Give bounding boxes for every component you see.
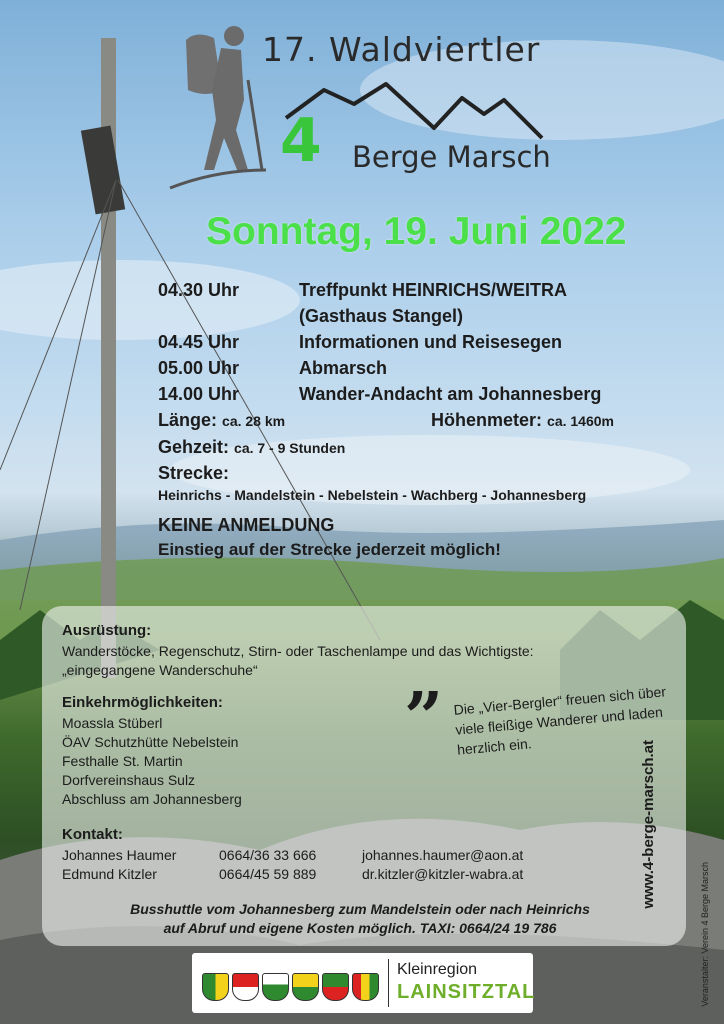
schedule-time: 04.30 Uhr: [158, 279, 240, 300]
bus-line-1: Busshuttle vom Johannesberg zum Mandelstein oder nach Heinrichs: [130, 901, 590, 917]
table-row: [62, 846, 622, 865]
schedule-time: 14.00 Uhr: [158, 383, 240, 404]
schedule-row: [158, 355, 601, 381]
equipment-label: Ausrüstung:: [62, 622, 152, 639]
hiker-logo-icon: [166, 20, 276, 200]
equipment-line-2: „eingegangene Wanderschuhe“: [62, 662, 258, 678]
schedule-text: Abmarsch: [299, 357, 388, 378]
crest-icon: [322, 973, 349, 1001]
title-line-1: 17. Waldviertler: [262, 30, 541, 69]
contact-label: Kontakt:: [62, 826, 123, 843]
route-label: Strecke:: [158, 463, 230, 483]
event-date: Sonntag, 19. Juni 2022: [206, 210, 627, 253]
length-info: [158, 410, 285, 431]
crest-icon: [202, 973, 229, 1001]
title-line-2: Berge Marsch: [352, 140, 551, 174]
schedule-text: (Gasthaus Stangel): [299, 305, 464, 326]
duration-info: [158, 437, 345, 458]
table-row: [62, 865, 622, 884]
region-logo-line-2: LAINSITZTAL: [397, 981, 536, 1003]
schedule-row: [158, 303, 601, 329]
website-url: www.4-berge-marsch.at: [640, 740, 657, 909]
schedule-text: Informationen und Reisesegen: [299, 331, 563, 352]
quote-text: Die „Vier-Bergler“ freuen sich über viele fleißige Wanderer und laden herzlich ein.: [452, 683, 667, 758]
equipment-line-1: Wanderstöcke, Regenschutz, Stirn- oder Taschenlampe und das Wichtigste:: [62, 643, 534, 659]
schedule-time: 04.45 Uhr: [158, 331, 240, 352]
crest-icon: [352, 973, 379, 1001]
schedule-row: [158, 277, 601, 303]
logo-divider: [388, 959, 389, 1007]
contact-phone: 0664/36 33 666: [219, 847, 317, 863]
list-item: Festhalle St. Martin: [62, 753, 183, 769]
stops-label: Einkehrmöglichkeiten:: [62, 694, 223, 711]
crest-icon: [232, 973, 259, 1001]
quote-mark-icon: ”: [404, 678, 444, 758]
contact-email: johannes.haumer@aon.at: [362, 847, 524, 863]
contact-table: [62, 846, 622, 884]
crest-icon: [262, 973, 289, 1001]
elevation-info: [431, 410, 614, 431]
bus-note: [60, 900, 660, 938]
list-item: ÖAV Schutzhütte Nebelstein: [62, 734, 239, 750]
organizer-note: Veranstalter: Verein 4 Berge Marsch: [700, 862, 710, 1007]
schedule-time: 05.00 Uhr: [158, 357, 240, 378]
schedule-text: Treffpunkt HEINRICHS/WEITRA: [299, 279, 567, 300]
region-logo-line-1: Kleinregion: [397, 961, 478, 978]
schedule-text: Wander-Andacht am Johannesberg: [299, 383, 602, 404]
entry-note: Einstieg auf der Strecke jederzeit möglich!: [158, 540, 501, 559]
bus-line-2: auf Abruf und eigene Kosten möglich. TAXI: 0664/24 19 786: [163, 920, 557, 936]
crest-icon: [292, 973, 319, 1001]
stops-list: [62, 714, 242, 809]
contact-name: Johannes Haumer: [62, 847, 177, 863]
duration-label: Gehzeit:: [158, 437, 230, 457]
sponsor-logos: [192, 953, 536, 1013]
duration-value: ca. 7 - 9 Stunden: [234, 440, 346, 456]
length-value: ca. 28 km: [222, 413, 286, 429]
route-value: Heinrichs - Mandelstein - Nebelstein - Wachberg - Johannesberg: [158, 487, 587, 503]
list-item: Moassla Stüberl: [62, 715, 163, 731]
contact-phone: 0664/45 59 889: [219, 866, 317, 882]
list-item: Abschluss am Johannesberg: [62, 791, 242, 807]
elevation-value: ca. 1460m: [547, 413, 614, 429]
title-number: 4: [280, 106, 322, 176]
list-item: Dorfvereinshaus Sulz: [62, 772, 196, 788]
contact-email: dr.kitzler@kitzler-wabra.at: [362, 866, 524, 882]
elevation-label: Höhenmeter:: [431, 410, 543, 430]
schedule-row: [158, 381, 601, 407]
contact-name: Edmund Kitzler: [62, 866, 157, 882]
mountains-logo-icon: [284, 78, 546, 142]
registration-note: KEINE ANMELDUNG: [158, 515, 335, 535]
length-label: Länge:: [158, 410, 218, 430]
schedule-row: [158, 329, 601, 355]
schedule-list: [158, 277, 601, 407]
